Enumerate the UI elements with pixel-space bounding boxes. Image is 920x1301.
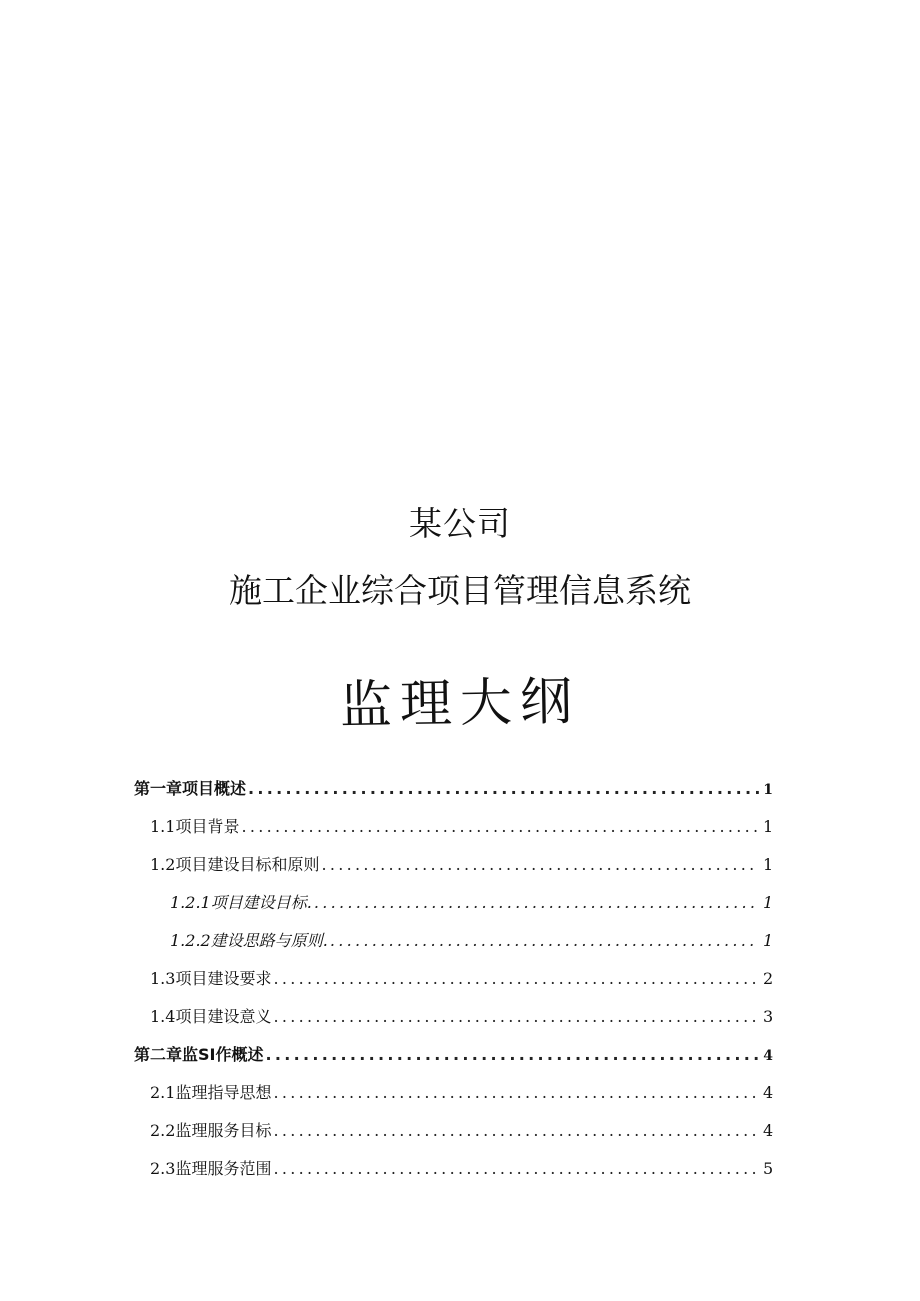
toc-leader-dots: [241, 815, 759, 839]
toc-entry-label: 监理服务范围: [175, 1159, 272, 1178]
toc-entry-label: 项目建设目标.: [210, 893, 312, 912]
toc-entry-label: 项目背景: [175, 817, 240, 836]
toc-entry-page: 2: [763, 969, 774, 988]
toc-entry-number: 1.2: [150, 855, 176, 874]
company-name: 某公司: [409, 504, 511, 543]
toc-leader-dots: [330, 929, 759, 953]
toc-entry-number: 1.3: [150, 969, 176, 988]
toc-entry-number: 1.2.2: [170, 931, 211, 950]
toc-entry-label: 项目建设要求: [175, 969, 272, 988]
toc-entry-1-3[interactable]: [150, 967, 773, 991]
toc-entry-page: 1: [763, 855, 774, 874]
toc-entry-label: 项目建设目标和原则: [175, 855, 320, 874]
document-title: 监理大纲: [339, 671, 581, 737]
toc-leader-dots: [273, 967, 759, 991]
toc-entry-label: 第二章监SI作概述: [134, 1045, 264, 1064]
toc-entry-label: 项目建设意义: [175, 1007, 272, 1026]
toc-entry-number: 1.4: [150, 1007, 176, 1026]
toc-leader-dots: [273, 1119, 759, 1143]
toc-entry-page: 1: [763, 931, 774, 950]
toc-entry-page: 4: [763, 1048, 773, 1064]
toc-entry-number: 2.2: [150, 1121, 176, 1140]
toc-entry-number: 1.1: [150, 817, 176, 836]
toc-entry-label: 建设思路与原则.: [210, 931, 328, 950]
toc-entry-page: 4: [763, 1083, 774, 1102]
toc-leader-dots: [273, 1005, 759, 1029]
toc-entry-number: 2.3: [150, 1159, 176, 1178]
toc-leader-dots: [321, 853, 759, 877]
toc-entry-page: 5: [763, 1159, 774, 1178]
toc-entry-2-1[interactable]: [150, 1081, 773, 1105]
toc-entry-page: 4: [763, 1121, 774, 1140]
toc-entry-number: 2.1: [150, 1083, 176, 1102]
toc-entry-label: 第一章项目概述: [134, 779, 247, 798]
toc-entry-page: 1: [763, 893, 774, 912]
toc-leader-dots: [265, 1043, 759, 1067]
toc-entry-chapter-2[interactable]: [134, 1043, 773, 1067]
toc-leader-dots: [273, 1157, 759, 1181]
toc-leader-dots: [314, 891, 759, 915]
toc-entry-page: 3: [763, 1007, 774, 1026]
toc-entry-1-1[interactable]: [150, 815, 773, 839]
toc-entry-label: 监理服务目标: [175, 1121, 272, 1140]
toc-entry-label: 监理指导思想: [175, 1083, 272, 1102]
toc-entry-1-4[interactable]: [150, 1005, 773, 1029]
toc-entry-1-2-2[interactable]: [170, 929, 773, 953]
toc-leader-dots: [273, 1081, 759, 1105]
toc-entry-chapter-1[interactable]: [134, 777, 773, 801]
toc-entry-page: 1: [763, 817, 774, 836]
toc-entry-2-2[interactable]: [150, 1119, 773, 1143]
system-name: 施工企业综合项目管理信息系统: [229, 571, 691, 610]
toc-entry-1-2[interactable]: [150, 853, 773, 877]
toc-entry-number: 1.2.1: [170, 893, 211, 912]
toc-entry-1-2-1[interactable]: [170, 891, 773, 915]
toc-leader-dots: [248, 777, 759, 801]
toc-entry-2-3[interactable]: [150, 1157, 773, 1181]
toc-entry-page: 1: [763, 782, 773, 798]
